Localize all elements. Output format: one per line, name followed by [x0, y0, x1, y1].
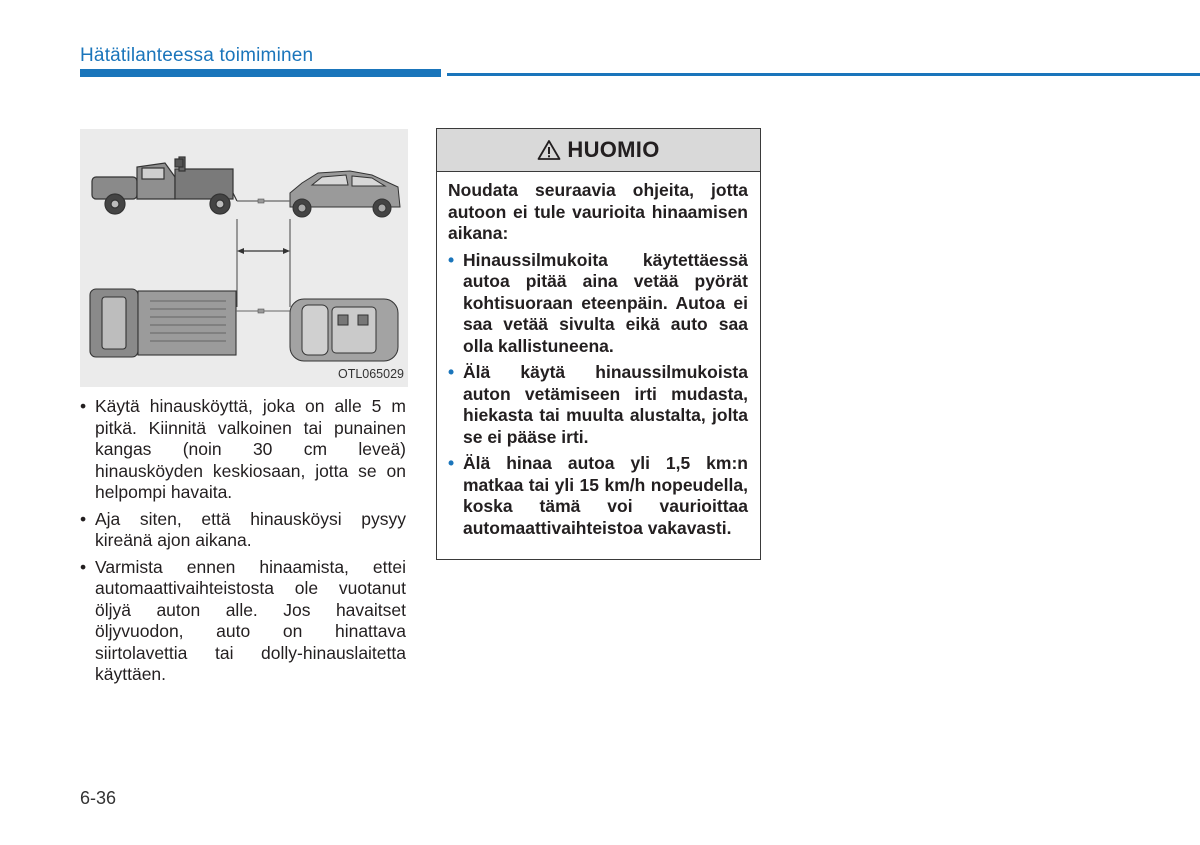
bullet-icon: •	[80, 396, 87, 416]
towing-diagram	[80, 129, 408, 387]
caution-intro: Noudata seuraavia ohjeita, jotta autoon ei tule vaurioita hinaamisen aikana:	[448, 180, 748, 243]
figure-code: OTL065029	[337, 367, 404, 381]
list-item: • Käytä hinausköyttä, joka on alle 5 m pitkä. Kiinnitä valkoinen tai punainen kangas (noin 30 cm leveä) hinausköyden keskiosaan, jotta se on helpompi havaita.	[80, 396, 406, 502]
tow-truck-top	[90, 289, 290, 357]
caution-body	[437, 172, 760, 539]
towing-instructions-list	[80, 396, 406, 691]
bullet-icon: •	[448, 362, 455, 382]
towed-car-top	[290, 299, 398, 361]
header-rule-thin	[447, 73, 1200, 76]
list-item: • Hinaussilmukoita käytettäessä autoa pitää aina vetää pyörät kohtisuoraan eteenpäin. Autoa ei saa vetää sivulta eikä auto saa olla kallistuneena.	[448, 249, 748, 356]
caution-list	[448, 250, 748, 540]
caution-box	[436, 128, 761, 560]
caution-title: HUOMIO	[567, 137, 660, 162]
list-item: • Varmista ennen hinaamista, ettei automaattivaihteistosta ole vuotanut öljyä auton alle. Jos havaitset öljyvuodon, auto on hinattava siirtolavettia tai dolly-hinauslaitetta käyttäen.	[80, 556, 406, 684]
section-title: Hätätilanteessa toimiminen	[80, 45, 314, 66]
header-rule-thick	[80, 69, 441, 77]
bullet-icon: •	[448, 249, 455, 270]
list-item: • Älä käytä hinaussilmukoista auton vetämiseen irti mudasta, hiekasta tai muulta alustalta, jolta se ei pääse irti.	[448, 362, 748, 447]
bullet-icon: •	[80, 556, 87, 577]
bullet-icon: •	[80, 508, 87, 529]
towed-car-side	[290, 171, 400, 217]
list-item: • Aja siten, että hinausköysi pysyy kireänä ajon aikana.	[80, 508, 406, 550]
page-number: 6-36	[80, 788, 117, 808]
warning-triangle-icon	[537, 139, 561, 161]
caution-header	[437, 129, 760, 172]
list-item: • Älä hinaa autoa yli 1,5 km:n matkaa tai yli 15 km/h nopeudella, koska tämä voi vaurioittaa automaattivaihteistoa vakavasti.	[448, 453, 748, 538]
bullet-icon: •	[448, 453, 455, 473]
towing-illustration	[80, 129, 408, 387]
tow-truck-side	[92, 157, 237, 214]
